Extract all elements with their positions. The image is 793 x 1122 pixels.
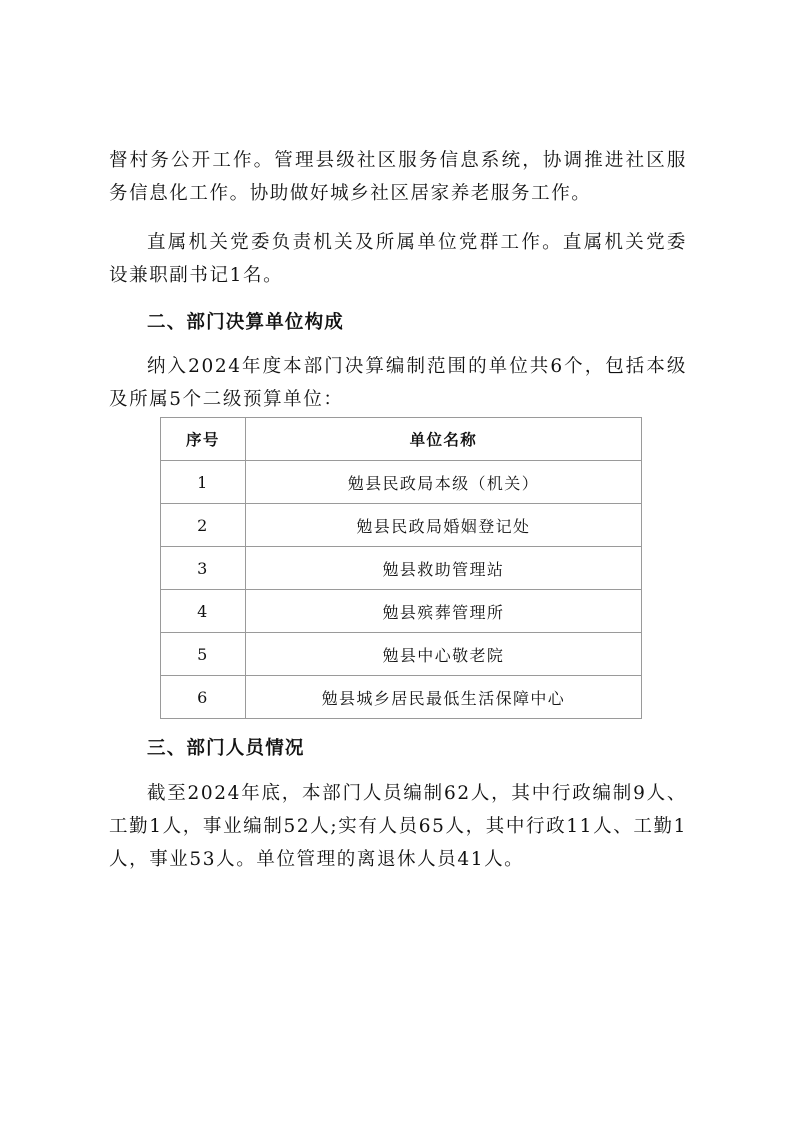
heading-personnel: 三、部门人员情况 [147, 738, 305, 759]
row-index: 3 [161, 547, 246, 590]
row-unit-name: 勉县救助管理站 [245, 547, 641, 590]
row-unit-name: 勉县殡葬管理所 [245, 590, 641, 633]
table-header-row [161, 418, 642, 461]
row-index: 1 [161, 461, 246, 504]
table-row [161, 590, 642, 633]
row-index: 6 [161, 676, 246, 719]
row-index: 4 [161, 590, 246, 633]
table-row [161, 547, 642, 590]
table-row [161, 504, 642, 547]
row-unit-name: 勉县民政局本级（机关） [245, 461, 641, 504]
header-index: 序号 [161, 418, 246, 461]
row-unit-name: 勉县民政局婚姻登记处 [245, 504, 641, 547]
table-row [161, 461, 642, 504]
table-row [161, 676, 642, 719]
table-row [161, 633, 642, 676]
heading-unit-composition: 二、部门决算单位构成 [147, 312, 345, 333]
header-unit-name: 单位名称 [245, 418, 641, 461]
paragraph-unit-scope: 纳入2024年度本部门决算编制范围的单位共6个，包括本级及所属5个二级预算单位： [109, 356, 687, 410]
row-index: 5 [161, 633, 246, 676]
row-unit-name: 勉县中心敬老院 [245, 633, 641, 676]
paragraph-personnel: 截至2024年底，本部门人员编制62人，其中行政编制9人、工勤1人，事业编制52人;实有人员65人，其中行政11人、工勤1人，事业53人。单位管理的离退休人员41人。 [109, 783, 687, 870]
paragraph-party-committee: 直属机关党委负责机关及所属单位党群工作。直属机关党委设兼职副书记1名。 [109, 232, 687, 286]
paragraph-village-affairs: 督村务公开工作。管理县级社区服务信息系统，协调推进社区服务信息化工作。协助做好城乡社区居家养老服务工作。 [109, 150, 687, 204]
row-index: 2 [161, 504, 246, 547]
row-unit-name: 勉县城乡居民最低生活保障中心 [245, 676, 641, 719]
unit-table [160, 417, 642, 719]
